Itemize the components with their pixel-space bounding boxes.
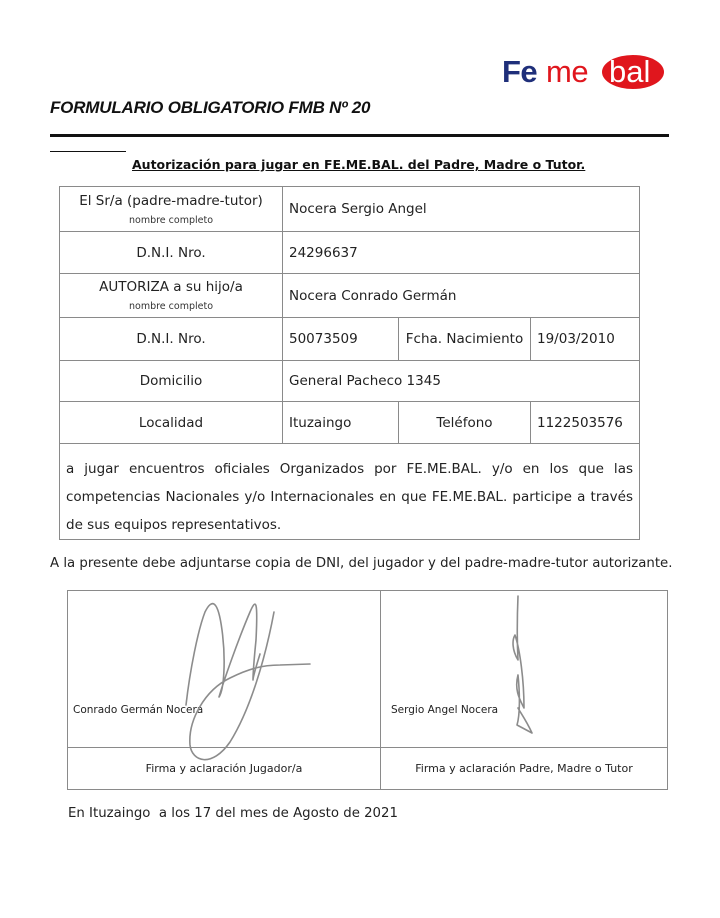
child-dni-label: D.N.I. Nro. (136, 331, 206, 347)
tutor-printed-name: Sergio Angel Nocera (391, 704, 499, 716)
attachment-note: A la presente debe adjuntarse copia de DNI, del jugador y del padre-madre-tutor autorizante. (50, 556, 673, 571)
authorization-text: a jugar encuentros oficiales Organizados por FE.ME.BAL. y/o en los que las competencias Nacionales y/o Internacionales en que FE.ME.BAL. participe a través de sus equipos representativos. (59, 443, 640, 540)
logo-text-fe: Fe (502, 54, 538, 89)
femebal-logo (498, 52, 668, 92)
tutor-caption: Firma y aclaración Padre, Madre o Tutor (415, 762, 633, 775)
city-value: Ituzaingo (289, 414, 352, 431)
child-name-value: Nocera Conrado Germán (289, 287, 457, 304)
short-divider (50, 151, 126, 152)
player-printed-name: Conrado Germán Nocera (73, 704, 204, 716)
player-caption: Firma y aclaración Jugador/a (145, 762, 303, 775)
tutor-dni-value: 24296637 (289, 244, 358, 261)
form-subtitle: Autorización para jugar en FE.ME.BAL. del Padre, Madre o Tutor. (132, 157, 586, 172)
tutor-label: El Sr/a (padre-madre-tutor) (79, 192, 263, 209)
child-label-cell (59, 273, 283, 318)
phone-value: 1122503576 (537, 414, 623, 431)
date-place-line: En Ituzaingo a los 17 del mes de Agosto de 2021 (68, 806, 398, 821)
tutor-sublabel: nombre completo (128, 214, 214, 226)
tutor-dni-field[interactable] (282, 231, 640, 274)
address-field[interactable] (282, 360, 640, 402)
phone-label-cell (398, 401, 531, 444)
logo-text-bal: bal (609, 54, 651, 89)
child-name-field[interactable] (282, 273, 640, 318)
child-dni-field[interactable] (282, 317, 399, 361)
form-title: FORMULARIO OBLIGATORIO FMB Nº 20 (50, 98, 371, 117)
header-divider (50, 134, 669, 137)
tutor-name-value: Nocera Sergio Angel (289, 201, 427, 217)
birth-date-value: 19/03/2010 (537, 331, 615, 347)
birth-label-cell (398, 317, 531, 361)
address-label-cell (59, 360, 283, 402)
tutor-dni-label-cell (59, 231, 283, 274)
child-dni-label-cell (59, 317, 283, 361)
tutor-dni-label: D.N.I. Nro. (136, 244, 206, 261)
city-field[interactable] (282, 401, 399, 444)
tutor-signature-box[interactable] (380, 590, 668, 748)
phone-label: Teléfono (436, 414, 493, 431)
child-dni-value: 50073509 (289, 331, 358, 347)
address-label: Domicilio (139, 373, 203, 389)
birth-date-field[interactable] (530, 317, 640, 361)
child-label: AUTORIZA a su hijo/a (99, 279, 243, 295)
birth-label: Fcha. Nacimiento (405, 331, 524, 347)
city-label: Localidad (138, 414, 204, 431)
address-value: General Pacheco 1345 (289, 373, 441, 389)
phone-field[interactable] (530, 401, 640, 444)
player-signature-box[interactable] (67, 590, 381, 748)
city-label-cell (59, 401, 283, 444)
logo-text-me: me (546, 54, 589, 89)
child-sublabel: nombre completo (128, 301, 214, 312)
tutor-name-field[interactable] (282, 186, 640, 232)
tutor-label-cell (59, 186, 283, 232)
